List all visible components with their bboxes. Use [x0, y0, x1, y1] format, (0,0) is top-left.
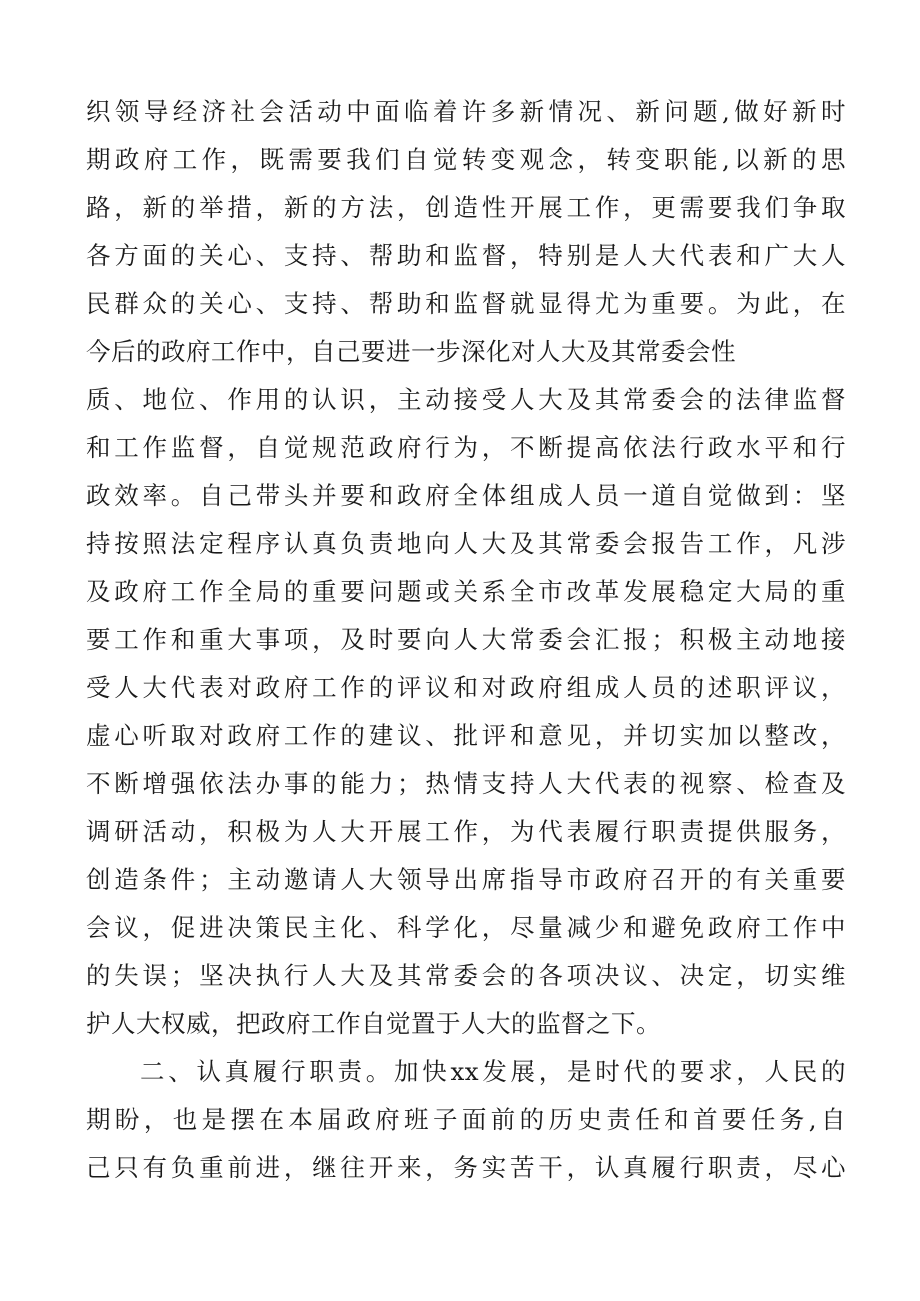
text-line: 会议，促进决策民主化、科学化，尽量减少和避免政府工作中 [86, 913, 846, 942]
text-line: 和工作监督，自觉规范政府行为，不断提高依法行政水平和行 [86, 433, 846, 462]
text-line: 护人大权威，把政府工作自觉置于人大的监督之下。 [86, 1009, 661, 1038]
paragraph-2 [86, 1048, 846, 1192]
paragraph-1-continued [86, 88, 846, 1048]
text-line: 持按照法定程序认真负责地向人大及其常委会报告工作，凡涉 [86, 529, 846, 558]
text-line: 政效率。自己带头并要和政府全体组成人员一道自觉做到：坚 [86, 481, 846, 510]
text-line: 虚心听取对政府工作的建议、批评和意见，并切实加以整改， [86, 721, 846, 750]
text-line: 己只有负重前进，继往开来，务实苦干，认真履行职责，尽心 [86, 1153, 846, 1182]
text-line: 期盼，也是摆在本届政府班子面前的历史责任和首要任务,自 [86, 1105, 846, 1134]
text-line: 路，新的举措，新的方法，创造性开展工作，更需要我们争取 [86, 193, 846, 222]
text-line: 各方面的关心、支持、帮助和监督，特别是人大代表和广大人 [86, 241, 846, 270]
text-line: 调研活动，积极为人大开展工作，为代表履行职责提供服务， [86, 817, 846, 846]
text-line: 质、地位、作用的认识，主动接受人大及其常委会的法律监督 [86, 385, 846, 414]
text-line: 不断增强依法办事的能力；热情支持人大代表的视察、检查及 [86, 769, 846, 798]
text-line: 民群众的关心、支持、帮助和监督就显得尤为重要。为此，在 [86, 289, 846, 318]
text-line: 受人大代表对政府工作的评议和对政府组成人员的述职评议， [86, 673, 846, 702]
document-body [86, 88, 846, 1192]
text-line: 今后的政府工作中，自己要进一步深化对人大及其常委会性 [86, 337, 736, 366]
text-line: 创造条件；主动邀请人大领导出席指导市政府召开的有关重要 [86, 865, 846, 894]
text-line: 要工作和重大事项，及时要向人大常委会汇报；积极主动地接 [86, 625, 846, 654]
text-line: 及政府工作全局的重要问题或关系全市改革发展稳定大局的重 [86, 577, 846, 606]
text-line: 期政府工作，既需要我们自觉转变观念，转变职能,以新的思 [86, 145, 846, 174]
text-line: 织领导经济社会活动中面临着许多新情况、新问题,做好新时 [86, 97, 846, 126]
text-line: 二、认真履行职责。加快xx发展，是时代的要求，人民的 [140, 1057, 846, 1086]
text-line: 的失误；坚决执行人大及其常委会的各项决议、决定，切实维 [86, 961, 846, 990]
